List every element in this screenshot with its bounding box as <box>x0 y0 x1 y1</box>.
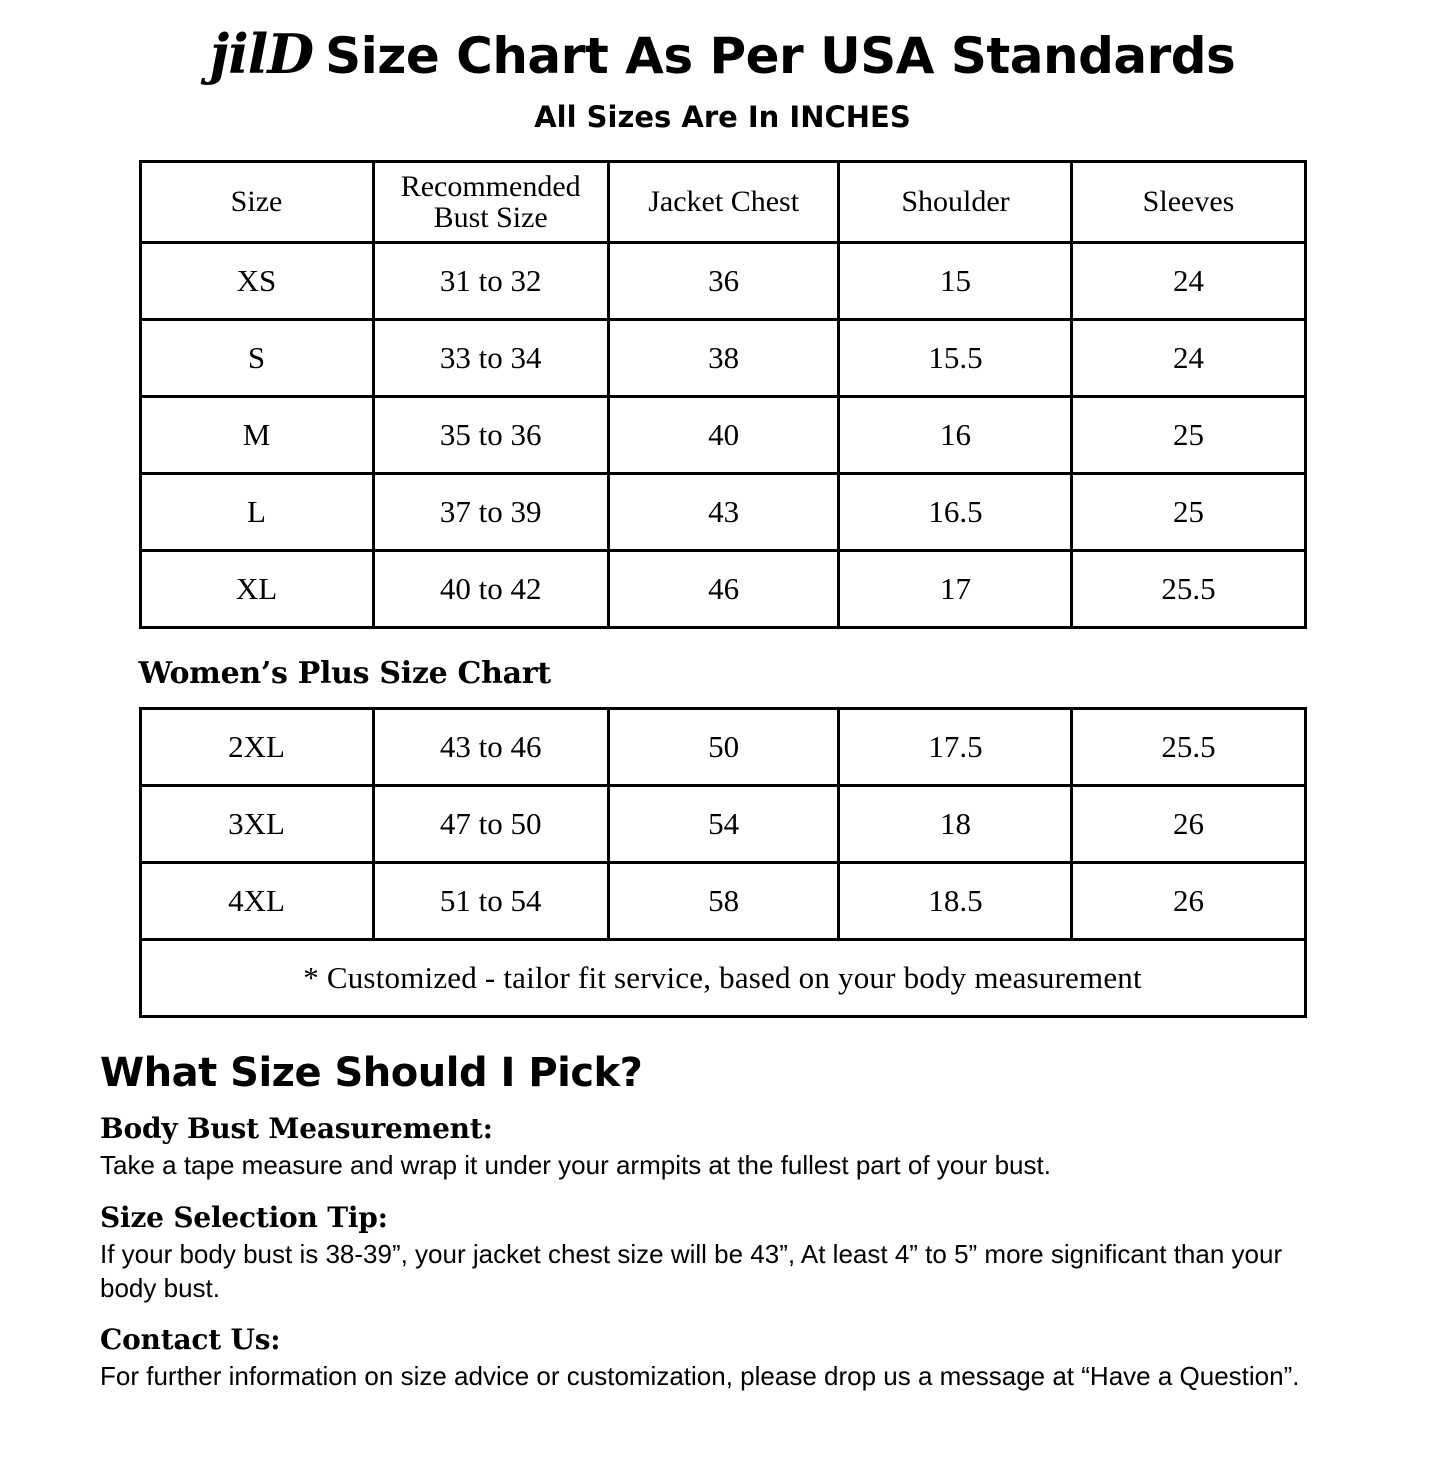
cell-size: S <box>140 320 373 397</box>
column-header-bust <box>373 162 608 243</box>
cell-shoulder: 16.5 <box>839 474 1072 551</box>
cell-shoulder: 16 <box>839 397 1072 474</box>
cell-chest: 36 <box>608 243 839 320</box>
size-chart-page <box>0 22 1445 1467</box>
table-row <box>140 397 1305 474</box>
customization-note: * Customized - tailor fit service, based on your body measurement <box>140 940 1305 1017</box>
column-header-jacket-chest: Jacket Chest <box>608 162 839 243</box>
size-guide-heading: What Size Should I Pick? <box>100 1050 643 1096</box>
cell-shoulder: 18.5 <box>839 863 1072 940</box>
column-header-bust-line2: Bust Size <box>433 201 548 234</box>
column-header-size: Size <box>140 162 373 243</box>
column-header-sleeves: Sleeves <box>1072 162 1305 243</box>
cell-shoulder: 17.5 <box>839 709 1072 786</box>
size-guide-section <box>100 1018 1345 1394</box>
brand-logo: jilD <box>209 22 314 86</box>
cell-size: L <box>140 474 373 551</box>
customization-note-row <box>140 940 1305 1017</box>
cell-chest: 38 <box>608 320 839 397</box>
cell-size: 2XL <box>140 709 373 786</box>
cell-bust: 40 to 42 <box>373 551 608 628</box>
main-size-table <box>139 160 1307 629</box>
cell-shoulder: 15.5 <box>839 320 1072 397</box>
cell-size: M <box>140 397 373 474</box>
cell-chest: 58 <box>608 863 839 940</box>
cell-shoulder: 18 <box>839 786 1072 863</box>
cell-sleeves: 25 <box>1072 397 1305 474</box>
table-row <box>140 551 1305 628</box>
cell-bust: 37 to 39 <box>373 474 608 551</box>
cell-chest: 40 <box>608 397 839 474</box>
cell-bust: 31 to 32 <box>373 243 608 320</box>
table-row <box>140 709 1305 786</box>
cell-bust: 51 to 54 <box>373 863 608 940</box>
cell-sleeves: 26 <box>1072 786 1305 863</box>
contact-us-text: For further information on size advice or customization, please drop us a message at “Have a Question”. <box>100 1361 1300 1392</box>
body-bust-heading: Body Bust Measurement: <box>100 1112 493 1145</box>
plus-size-heading: Women’s Plus Size Chart <box>138 656 551 691</box>
table-row <box>140 320 1305 397</box>
table-row <box>140 786 1305 863</box>
cell-sleeves: 26 <box>1072 863 1305 940</box>
cell-size: XS <box>140 243 373 320</box>
table-header-row <box>140 162 1305 243</box>
size-selection-heading: Size Selection Tip: <box>100 1200 388 1234</box>
table-row <box>140 863 1305 940</box>
cell-shoulder: 15 <box>839 243 1072 320</box>
cell-bust: 35 to 36 <box>373 397 608 474</box>
cell-bust: 33 to 34 <box>373 320 608 397</box>
plus-size-table <box>139 707 1307 1018</box>
cell-size: XL <box>140 551 373 628</box>
cell-sleeves: 25 <box>1072 474 1305 551</box>
cell-chest: 43 <box>608 474 839 551</box>
plus-size-table-wrapper <box>139 707 1307 1018</box>
cell-size: 3XL <box>140 786 373 863</box>
cell-chest: 54 <box>608 786 839 863</box>
main-size-table-wrapper <box>139 160 1307 629</box>
page-title <box>0 22 1445 86</box>
column-header-bust-line1: Recommended <box>400 169 581 203</box>
cell-sleeves: 24 <box>1072 243 1305 320</box>
page-subtitle: All Sizes Are In INCHES <box>534 100 911 134</box>
cell-bust: 47 to 50 <box>373 786 608 863</box>
cell-sleeves: 25.5 <box>1072 551 1305 628</box>
cell-sleeves: 24 <box>1072 320 1305 397</box>
cell-shoulder: 17 <box>839 551 1072 628</box>
contact-us-heading: Contact Us: <box>100 1323 281 1357</box>
body-bust-text: Take a tape measure and wrap it under your armpits at the fullest part of your bust. <box>100 1150 1051 1180</box>
cell-chest: 50 <box>608 709 839 786</box>
cell-size: 4XL <box>140 863 373 940</box>
column-header-shoulder: Shoulder <box>839 162 1072 243</box>
table-row <box>140 474 1305 551</box>
cell-bust: 43 to 46 <box>373 709 608 786</box>
page-title-text: Size Chart As Per USA Standards <box>325 27 1236 85</box>
table-row <box>140 243 1305 320</box>
cell-chest: 46 <box>608 551 839 628</box>
size-selection-text: If your body bust is 38-39”, your jacket chest size will be 43”, At least 4” to 5” more significant than your body bust. <box>100 1238 1283 1303</box>
cell-sleeves: 25.5 <box>1072 709 1305 786</box>
